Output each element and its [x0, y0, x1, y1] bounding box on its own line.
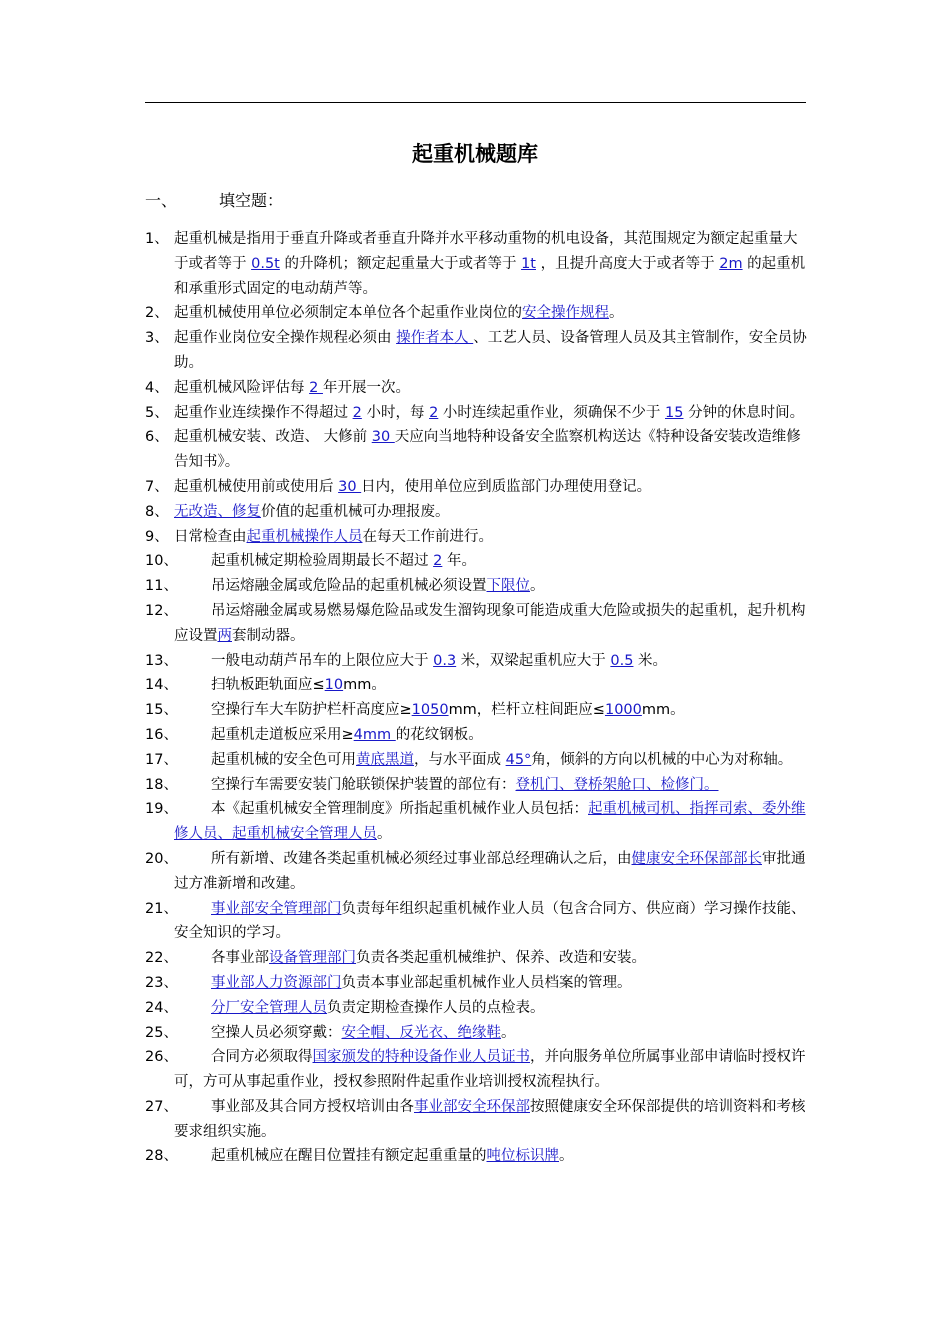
question-item: [145, 1045, 810, 1095]
question-fragment: 小时连续起重作业，须确保不少于: [438, 404, 666, 421]
question-fragment: 米，双梁起重机应大于: [456, 652, 611, 669]
question-number: 4、: [145, 379, 169, 396]
question-fragment: 年开展一次。: [322, 379, 410, 396]
answer-blank: 黄底黑道: [356, 751, 414, 768]
answer-blank: 0.5: [610, 652, 634, 669]
question-text: [174, 847, 810, 897]
question-fragment: 空操行车大车防护栏杆高度应≥: [211, 702, 412, 719]
question-text: [174, 649, 810, 674]
question-fragment: 吊运熔融金属或危险品的起重机械必须设置: [211, 578, 487, 595]
question-fragment: 合同方必须取得: [211, 1049, 313, 1066]
question-item: [145, 525, 810, 550]
question-fragment: ，并向服务单位所属事业部申请临时授权许可，方可从事起重作业，授权参照附件起重作业培训授权流程执行。: [174, 1049, 806, 1091]
question-fragment: 起重机走道板应采用≥: [211, 726, 354, 743]
answer-blank: 0.5t: [251, 255, 280, 272]
question-text: [174, 946, 810, 971]
question-item: [145, 1021, 810, 1046]
question-fragment: 按照健康安全环保部提供的培训资料和考核要求组织实施。: [174, 1098, 806, 1140]
answer-blank: 30: [371, 429, 395, 446]
question-fragment: 起重机械使用单位必须制定本单位各个起重作业岗位的: [174, 305, 522, 322]
question-item: [145, 1144, 810, 1169]
question-text: [174, 673, 810, 698]
answer-blank: 吨位标识牌: [486, 1148, 559, 1165]
question-fragment: 起重机械定期检验周期最长不超过: [211, 553, 434, 570]
answer-blank: 国家颁发的特种设备作业人员证书: [312, 1049, 530, 1066]
answer-blank: 下限位: [486, 578, 530, 595]
question-item: [145, 946, 810, 971]
question-fragment: 。: [377, 826, 392, 843]
question-fragment: 套制动器。: [232, 627, 305, 644]
question-fragment: 事业部及其合同方授权培训由各: [211, 1098, 414, 1115]
question-item: [145, 475, 810, 500]
answer-blank: 操作者本人: [396, 330, 474, 347]
question-item: [145, 326, 810, 376]
question-number: 5、: [145, 404, 169, 421]
question-fragment: 负责每年组织起重机械作业人员（包含合同方、供应商）学习操作技能、安全知识的学习。: [174, 900, 806, 942]
question-item: [145, 574, 810, 599]
question-number: 17、: [145, 751, 178, 768]
question-item: [145, 549, 810, 574]
question-fragment: 起重机械应在醒目位置挂有额定起重重量的: [211, 1148, 487, 1165]
answer-blank: 1t: [521, 255, 536, 272]
question-number: 13、: [145, 652, 178, 669]
answer-blank: 15: [665, 404, 684, 421]
question-number: 10、: [145, 553, 178, 570]
question-text: [174, 376, 810, 401]
question-number: 14、: [145, 677, 178, 694]
question-fragment: 分钟的休息时间。: [683, 404, 805, 421]
question-fragment: 。: [530, 578, 545, 595]
question-item: [145, 897, 810, 947]
question-number: 16、: [145, 726, 178, 743]
question-fragment: 天应向当地特种设备安全监察机构送达《特种设备安装改造维修告知书》。: [174, 429, 801, 471]
question-item: [145, 425, 810, 475]
question-number: 15、: [145, 702, 178, 719]
question-item: [145, 1095, 810, 1145]
question-fragment: 起重作业岗位安全操作规程必须由: [174, 330, 397, 347]
question-number: 11、: [145, 578, 178, 595]
question-number: 25、: [145, 1024, 178, 1041]
question-number: 12、: [145, 602, 178, 619]
answer-blank: 健康安全环保部部长: [631, 850, 762, 867]
question-fragment: 审批通过方准新增和改建。: [174, 850, 806, 892]
question-text: [174, 1021, 810, 1046]
answer-blank: 1000: [604, 702, 642, 719]
question-text: [174, 500, 810, 525]
answer-blank: 45°: [505, 751, 532, 768]
question-item: [145, 773, 810, 798]
question-fragment: 。: [609, 305, 624, 322]
question-number: 22、: [145, 950, 178, 967]
question-fragment: ，与水平面成: [414, 751, 506, 768]
question-number: 24、: [145, 999, 178, 1016]
question-number: 7、: [145, 478, 169, 495]
question-fragment: 角，倾斜的方向以机械的中心为对称轴。: [531, 751, 793, 768]
question-number: 28、: [145, 1148, 178, 1165]
question-text: [174, 401, 810, 426]
question-item: [145, 673, 810, 698]
question-item: [145, 971, 810, 996]
answer-blank: 2: [309, 379, 323, 396]
answer-blank: 安全帽、反光衣、绝缘鞋: [341, 1024, 501, 1041]
answer-blank: 10: [324, 677, 344, 694]
question-fragment: 起重机械是指用于垂直升降或者垂直升降并水平移动重物的机电设备，其范围规定为额定起重量大于或者等于: [174, 231, 798, 272]
question-fragment: 的起重机和承重形式固定的电动葫芦等。: [174, 255, 806, 297]
question-fragment: mm，栏杆立柱间距应≤: [448, 702, 605, 719]
question-fragment: 、工艺人员、设备管理人员及其主管制作，安全员协助。: [174, 330, 807, 371]
question-fragment: mm。: [343, 677, 386, 694]
question-fragment: 日常检查由: [174, 528, 247, 545]
answer-blank: 4mm: [353, 726, 396, 743]
page-title: 起重机械题库: [412, 142, 538, 166]
answer-blank: 安全操作规程: [522, 305, 609, 322]
question-fragment: 年。: [442, 553, 476, 570]
question-number: 6、: [145, 429, 169, 446]
question-text: [174, 723, 810, 748]
question-fragment: 吊运熔融金属或易燃易爆危险品或发生溜钩现象可能造成重大危险或损失的起重机，起升机构应设置: [174, 602, 806, 644]
question-text: [174, 1045, 810, 1095]
question-text: [174, 971, 810, 996]
question-fragment: 起重机械使用前或使用后: [174, 478, 339, 495]
question-number: 21、: [145, 900, 178, 917]
question-number: 3、: [145, 330, 169, 347]
question-number: 9、: [145, 528, 169, 545]
question-fragment: 起重机械的安全色可用: [211, 751, 356, 768]
section-title: 填空题：: [219, 191, 284, 210]
answer-blank: 事业部安全环保部: [414, 1098, 530, 1115]
question-item: [145, 599, 810, 649]
question-item: [145, 227, 810, 301]
answer-blank: 起重机械操作人员: [246, 528, 363, 545]
question-text: [174, 326, 810, 376]
section-heading: [145, 188, 283, 211]
question-fragment: 负责各类起重机械维护、保养、改造和安装。: [356, 950, 646, 967]
question-fragment: 。: [501, 1024, 516, 1041]
question-text: [174, 698, 810, 723]
question-text: [174, 574, 810, 599]
question-item: [145, 301, 810, 326]
question-number: 27、: [145, 1098, 178, 1115]
question-fragment: 本《起重机械安全管理制度》所指起重机械作业人员包括：: [211, 801, 588, 818]
answer-blank: 30: [338, 478, 362, 495]
answer-blank: 起重机械司机、指挥司索、委外维修人员、起重机械安全管理人员: [174, 801, 806, 843]
question-fragment: 所有新增、改建各类起重机械必须经过事业部总经理确认之后，由: [211, 850, 632, 867]
question-item: [145, 797, 810, 847]
answer-blank: 2: [429, 404, 439, 421]
question-fragment: 一般电动葫芦吊车的上限位应大于: [211, 652, 434, 669]
question-fragment: 空操人员必须穿戴：: [211, 1024, 342, 1041]
answer-blank: 两: [217, 627, 232, 644]
question-number: 26、: [145, 1049, 178, 1066]
question-fragment: 。: [559, 1148, 574, 1165]
question-item: [145, 723, 810, 748]
question-fragment: 的升降机；额定起重量大于或者等于: [279, 255, 522, 272]
question-number: 1、: [145, 231, 169, 247]
answer-blank: 1050: [411, 702, 449, 719]
answer-blank: 无改造、修复: [174, 503, 261, 520]
question-text: [174, 797, 810, 847]
question-text: [174, 301, 810, 326]
section-number: 一、: [145, 191, 178, 210]
answer-blank: 2m: [719, 255, 743, 272]
question-item: [145, 649, 810, 674]
question-item: [145, 401, 810, 426]
question-fragment: 日内，使用单位应到质监部门办理使用登记。: [361, 478, 652, 495]
answer-blank: 事业部安全管理部门: [211, 900, 342, 917]
answer-blank: 0.3: [433, 652, 457, 669]
question-item: [145, 698, 810, 723]
answer-blank: 登机门、登桥架舱口、检修门。: [515, 776, 719, 793]
question-fragment: 起重作业连续操作不得超过: [174, 404, 353, 421]
question-item: [145, 748, 810, 773]
answer-blank: 2: [352, 404, 362, 421]
answer-blank: 2: [433, 553, 443, 570]
question-fragment: 小时，每: [361, 404, 430, 421]
question-fragment: 起重机械风险评估每: [174, 379, 310, 396]
question-fragment: 价值的起重机械可办理报废。: [261, 503, 450, 520]
question-text: [174, 599, 810, 649]
answer-blank: 设备管理部门: [269, 950, 356, 967]
answer-blank: 分厂安全管理人员: [211, 999, 327, 1016]
answer-blank: 事业部人力资源部门: [211, 974, 342, 991]
question-fragment: 的花纹钢板。: [395, 726, 483, 743]
question-fragment: 负责本事业部起重机械作业人员档案的管理。: [341, 974, 632, 991]
question-fragment: 各事业部: [211, 950, 269, 967]
question-list: [145, 227, 810, 1169]
question-text: [174, 748, 810, 773]
question-fragment: 空操行车需要安装门舱联锁保护装置的部位有：: [211, 776, 516, 793]
question-number: 2、: [145, 305, 169, 322]
question-number: 19、: [145, 801, 178, 818]
question-text: [174, 425, 810, 475]
question-text: [174, 897, 810, 947]
question-text: [174, 773, 810, 798]
question-item: [145, 996, 810, 1021]
question-number: 8、: [145, 503, 169, 520]
question-text: [174, 1095, 810, 1145]
question-fragment: 起重机械安装、改造、 大修前: [174, 429, 372, 446]
header-rule: [145, 102, 806, 103]
question-fragment: 负责定期检查操作人员的点检表。: [327, 999, 545, 1016]
question-number: 23、: [145, 974, 178, 991]
question-text: [174, 525, 810, 550]
question-fragment: ，且提升高度大于或者等于: [536, 255, 720, 272]
question-text: [174, 549, 810, 574]
question-text: [174, 996, 810, 1021]
question-item: [145, 500, 810, 525]
question-text: [174, 227, 810, 301]
question-fragment: 米。: [633, 652, 668, 669]
question-item: [145, 847, 810, 897]
question-item: [145, 376, 810, 401]
question-fragment: mm。: [641, 702, 685, 719]
question-number: 20、: [145, 850, 178, 867]
question-fragment: 在每天工作前进行。: [362, 528, 493, 545]
question-text: [174, 1144, 810, 1169]
question-fragment: 扫轨板距轨面应≤: [211, 677, 325, 694]
question-text: [174, 475, 810, 500]
question-number: 18、: [145, 776, 178, 793]
